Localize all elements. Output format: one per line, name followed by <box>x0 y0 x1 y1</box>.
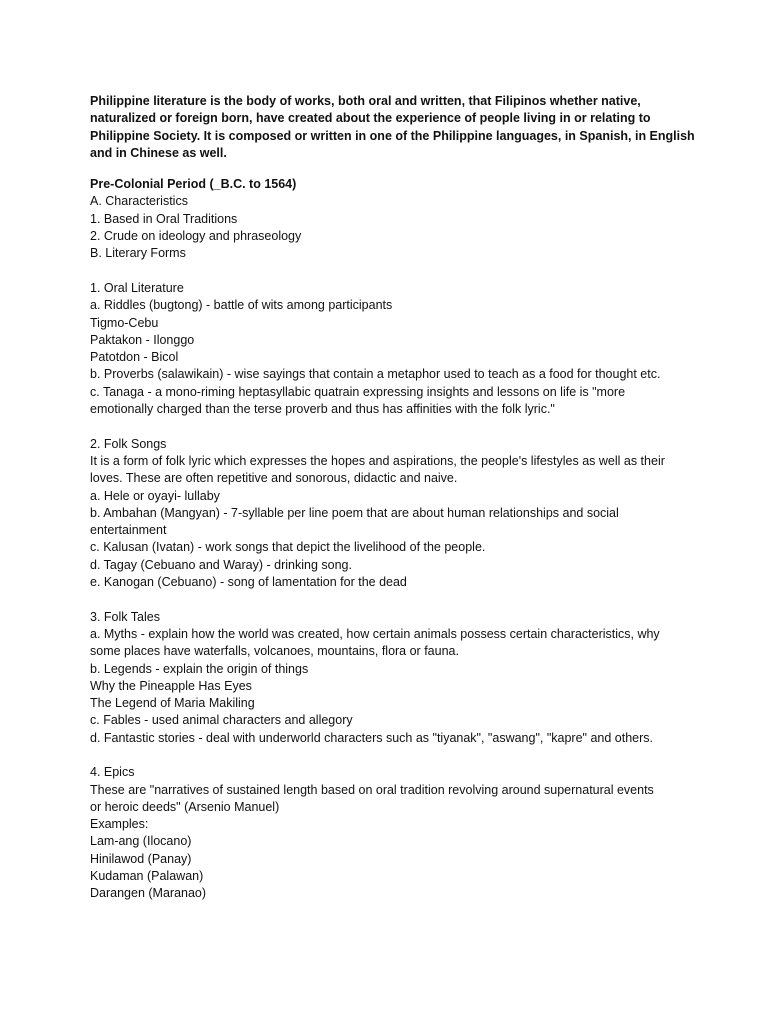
text-line: Why the Pineapple Has Eyes <box>90 678 252 693</box>
text-line: The Legend of Maria Makiling <box>90 696 255 711</box>
subsection-heading: 1. Oral Literature <box>90 280 184 295</box>
folk-tales-section <box>90 609 690 747</box>
text-line: entertainment <box>90 523 167 538</box>
text-line: emotionally charged than the terse proverb and thus has affinities with the folk lyric." <box>90 402 555 417</box>
spacer <box>90 418 690 435</box>
text-line: or heroic deeds" (Arsenio Manuel) <box>90 799 280 814</box>
text-line: e. Kanogan (Cebuano) - song of lamentation for the dead <box>90 575 407 590</box>
epics-section <box>90 764 690 902</box>
text-line: b. Legends - explain the origin of things <box>90 661 309 676</box>
intro-line: Philippine literature is the body of works, both oral and written, that Filipinos whether native, <box>90 94 641 108</box>
text-line: a. Myths - explain how the world was created, how certain animals possess certain characteristics, why <box>90 626 660 641</box>
text-line: c. Kalusan (Ivatan) - work songs that depict the livelihood of the people. <box>90 540 486 555</box>
subsection-heading: 3. Folk Tales <box>90 609 160 624</box>
text-line: It is a form of folk lyric which expresses the hopes and aspirations, the people's lifestyles as well as their <box>90 453 665 468</box>
document-page <box>90 93 695 903</box>
intro-line: Philippine Society. It is composed or written in one of the Philippine languages, in Spanish, in English <box>90 128 695 143</box>
characteristic-item: 2. Crude on ideology and phraseology <box>90 229 302 244</box>
text-line: some places have waterfalls, volcanoes, mountains, flora or fauna. <box>90 644 459 659</box>
literary-forms-label: B. Literary Forms <box>90 246 186 261</box>
oral-literature-section <box>90 280 690 418</box>
subsection-heading: 4. Epics <box>90 765 135 780</box>
pre-colonial-section <box>90 176 690 262</box>
folk-songs-section <box>90 436 690 592</box>
section-heading: Pre-Colonial Period (_B.C. to 1564) <box>90 177 297 192</box>
text-line: b. Ambahan (Mangyan) - 7-syllable per line poem that are about human relationships and social <box>90 505 619 520</box>
characteristics-label: A. Characteristics <box>90 194 188 209</box>
intro-line: and in Chinese as well. <box>90 145 227 160</box>
text-line: Patotdon - Bicol <box>90 350 179 365</box>
spacer <box>90 591 690 608</box>
spacer <box>90 263 690 280</box>
text-line: a. Hele or oyayi- lullaby <box>90 488 220 503</box>
text-line: a. Riddles (bugtong) - battle of wits among participants <box>90 298 393 313</box>
subsection-heading: 2. Folk Songs <box>90 436 167 451</box>
text-line: Tigmo-Cebu <box>90 315 159 330</box>
text-line: d. Fantastic stories - deal with underworld characters such as "tiyanak", "aswang", "kapre" and others. <box>90 730 654 745</box>
characteristic-item: 1. Based in Oral Traditions <box>90 211 238 226</box>
intro-line: naturalized or foreign born, have created about the experience of people living in or relating to <box>90 111 651 126</box>
text-line: Paktakon - Ilonggo <box>90 332 195 347</box>
text-line: loves. These are often repetitive and sonorous, didactic and naive. <box>90 471 458 486</box>
text-line: b. Proverbs (salawikain) - wise sayings that contain a metaphor used to teach as a food for thought etc. <box>90 367 661 382</box>
examples-label: Examples: <box>90 817 149 832</box>
example-item: Darangen (Maranao) <box>90 886 207 901</box>
example-item: Lam-ang (Ilocano) <box>90 834 192 849</box>
text-line: These are "narratives of sustained length based on oral tradition revolving around supernatural events <box>90 782 654 797</box>
spacer <box>90 747 690 764</box>
intro-paragraph <box>90 93 695 162</box>
text-line: c. Tanaga - a mono-riming heptasyllabic quatrain expressing insights and lessons on life is "more <box>90 384 626 399</box>
example-item: Kudaman (Palawan) <box>90 869 204 884</box>
text-line: d. Tagay (Cebuano and Waray) - drinking song. <box>90 557 352 572</box>
text-line: c. Fables - used animal characters and allegory <box>90 713 353 728</box>
example-item: Hinilawod (Panay) <box>90 851 192 866</box>
